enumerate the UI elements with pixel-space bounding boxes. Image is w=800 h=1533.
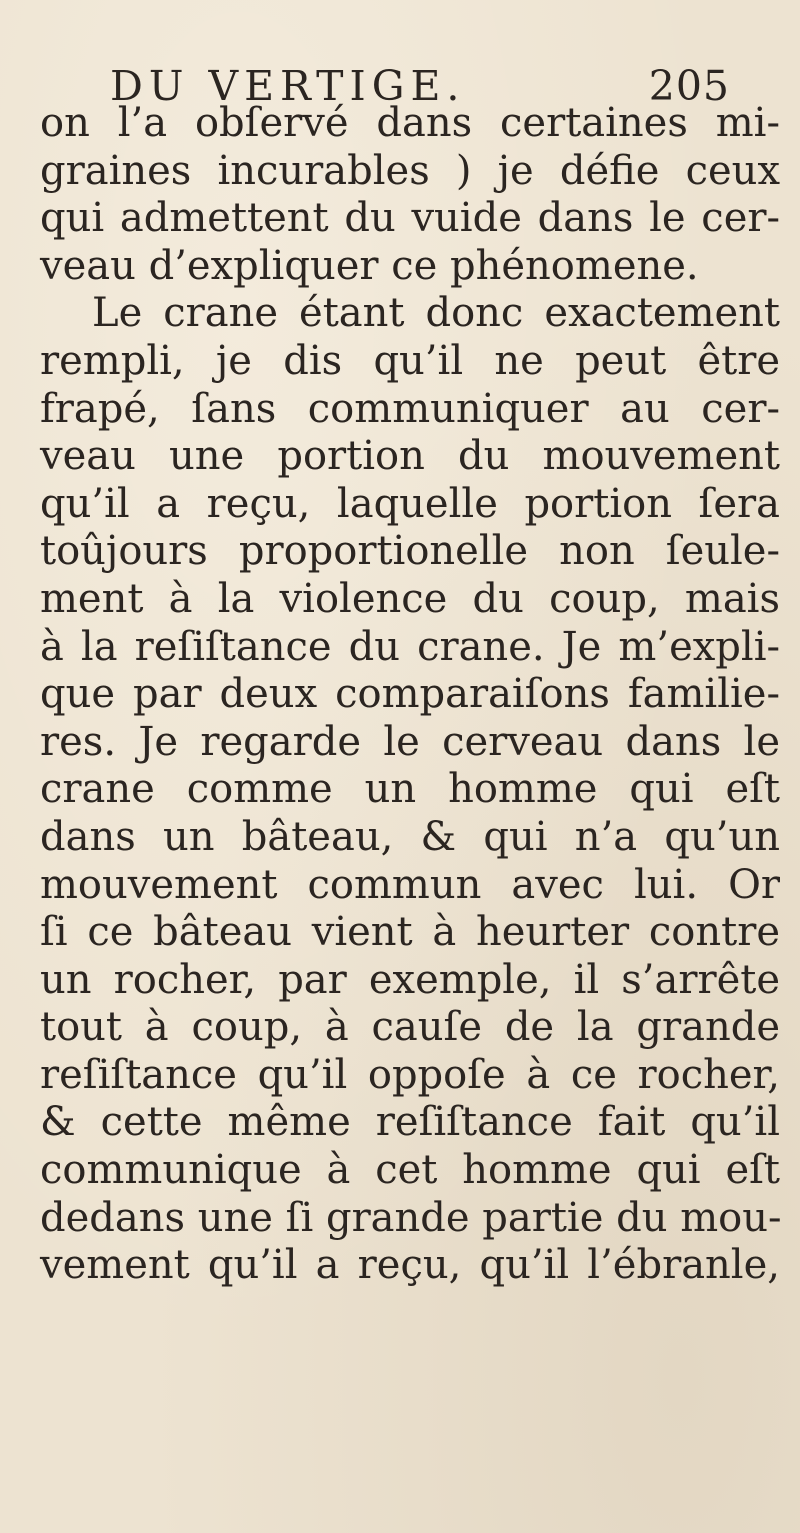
- text-line: veau une portion du mouvement: [40, 433, 780, 480]
- text-line: ſi ce bâteau vient à heurter contre: [40, 909, 780, 956]
- text-line: ment à la violence du coup, mais: [40, 575, 780, 622]
- text-line: mouvement commun avec lui. Or: [40, 861, 780, 908]
- text-line: frapé, ſans communiquer au cer-: [40, 385, 780, 432]
- running-title: DU VERTIGE.: [110, 62, 466, 110]
- paragraph-start-line: Le crane étant donc exactement: [92, 290, 780, 337]
- text-line: & cette même reſiſtance fait qu’il: [40, 1099, 780, 1146]
- text-line: dedans une ſi grande partie du mou-: [40, 1194, 782, 1241]
- text-line: crane comme un homme qui eſt: [40, 766, 780, 813]
- text-line: graines incurables ) je défie ceux: [40, 147, 780, 194]
- text-line: vement qu’il a reçu, qu’il l’ébranle,: [40, 1242, 780, 1289]
- text-line: res. Je regarde le cerveau dans le: [40, 718, 780, 765]
- text-line: toûjours proportionelle non ſeule-: [40, 528, 780, 575]
- body-text: [40, 100, 780, 1290]
- text-line: qu’il a reçu, laquelle portion ſera: [40, 480, 780, 527]
- text-line: qui admettent du vuide dans le cer-: [40, 195, 780, 242]
- text-line: on l’a obſervé dans certaines mi-: [40, 100, 780, 146]
- text-line: un rocher, par exemple, il s’arrête: [40, 956, 780, 1003]
- text-line: dans un bâteau, & qui n’a qu’un: [40, 813, 780, 860]
- text-line: veau d’expliquer ce phénomene.: [40, 242, 699, 289]
- page-number: 205: [648, 62, 730, 110]
- text-line: à la reſiſtance du crane. Je m’expli-: [40, 623, 780, 670]
- text-line: que par deux comparaiſons familie-: [40, 671, 780, 718]
- text-line: reſiſtance qu’il oppoſe à ce rocher,: [40, 1051, 780, 1098]
- text-line: communique à cet homme qui eſt: [40, 1147, 780, 1194]
- text-line: tout à coup, à cauſe de la grande: [40, 1004, 780, 1051]
- text-line: rempli, je dis qu’il ne peut être: [40, 337, 780, 384]
